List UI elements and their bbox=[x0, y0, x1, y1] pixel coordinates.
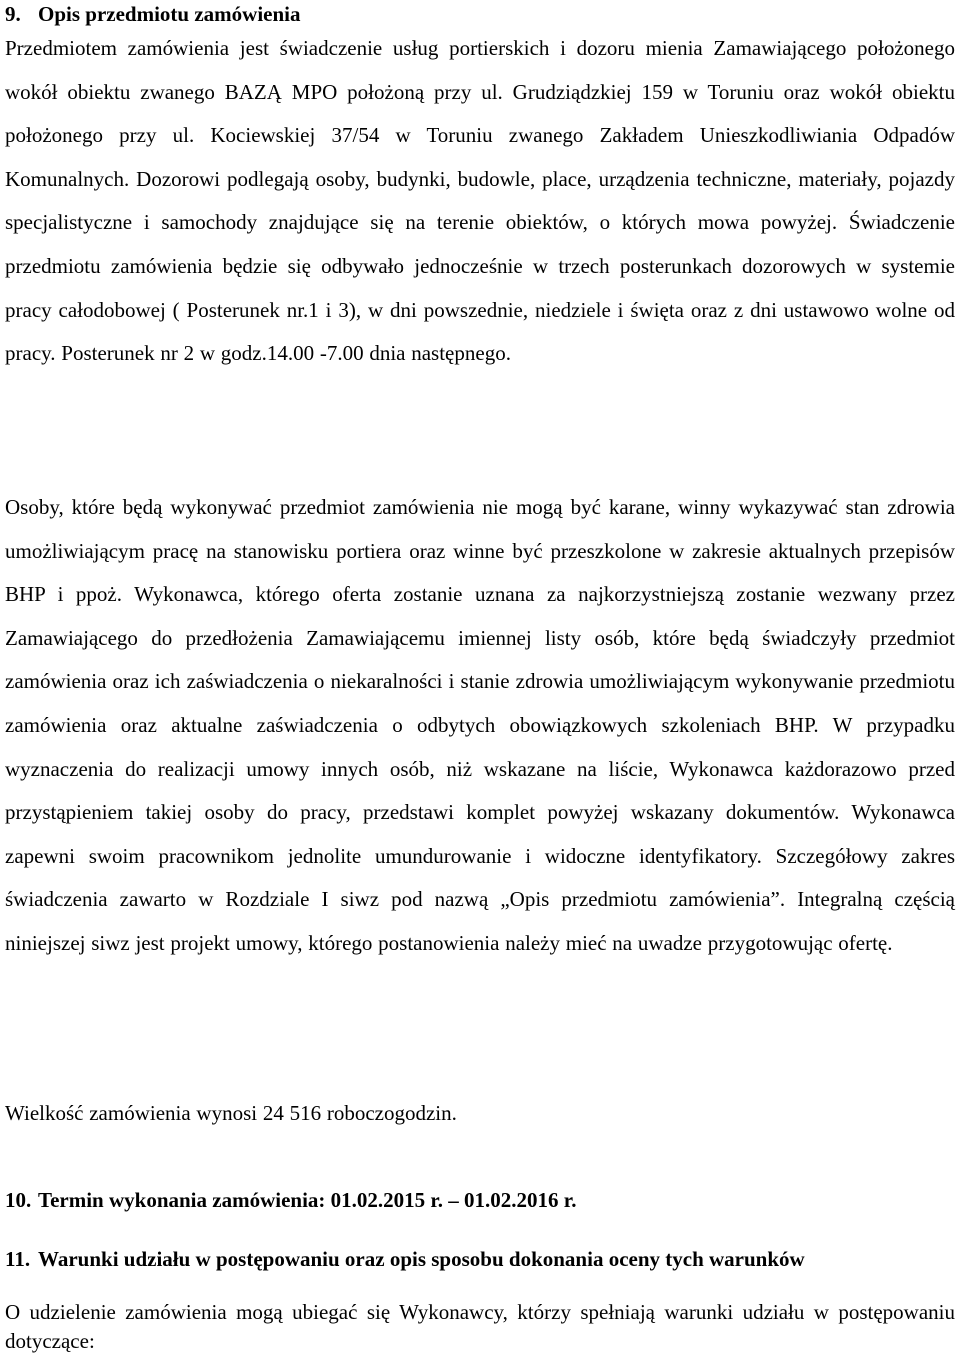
section-9-number: 9. bbox=[5, 2, 21, 26]
section-10-title: Termin wykonania zamówienia: 01.02.2015 r. – 01.02.2016 r. bbox=[38, 1188, 577, 1212]
section-11-number: 11. bbox=[5, 1247, 31, 1271]
section-10-number: 10. bbox=[5, 1188, 32, 1212]
section-11-heading bbox=[5, 1246, 955, 1272]
section-9-title: Opis przedmiotu zamówienia bbox=[38, 2, 301, 26]
section-10-heading bbox=[5, 1187, 576, 1213]
section-9-paragraph-1: Przedmiotem zamówienia jest świadczenie usług portierskich i dozoru mienia Zamawiającego położonego wokół obiektu zwanego BAZĄ MPO położoną przy ul. Grudziądzkiej 159 w Toruniu oraz wokół obiektu położonego przy ul. Kociewskiej 37/54 w Toruniu zwanego Zakładem Unieszkodliwiania Odpadów Komunalnych. Dozorowi podlegają osoby, budynki, budowle, place, urządzenia techniczne, materiały, pojazdy specjalistyczne i samochody znajdujące się na terenie obiektów, o których mowa powyżej. Świadczenie przedmiotu zamówienia będzie się odbywało jednocześnie w trzech posterunkach dozorowych w systemie pracy całodobowej ( Posterunek nr.1 i 3), w dni powszednie, niedziele i święta oraz z dni ustawowo wolne od pracy. Posterunek nr 2 w godz.14.00 -7.00 dnia następnego. bbox=[5, 36, 955, 366]
section-9-paragraph-2: Osoby, które będą wykonywać przedmiot zamówienia nie mogą być karane, winny wykazywać stan zdrowia umożliwiającym pracę na stanowisku portiera oraz winne być przeszkolone w zakresie aktualnych przepisów BHP i ppoż. Wykonawca, którego oferta zostanie uznana za najkorzystniejszą zostanie wezwany przez Zamawiającego do przedłożenia Zamawiającemu imiennej listy osób, które będą świadczyły przedmiot zamówienia oraz ich zaświadczenia o niekaralności i stanie zdrowia umożliwiającym wykonywanie przedmiotu zamówienia oraz aktualne zaświadczenia o odbytych obowiązkowych szkoleniach BHP. W przypadku wyznaczenia do realizacji umowy innych osób, niż wskazane na liście, Wykonawca każdorazowo przed przystąpieniem takiej osoby do pracy, przedstawi komplet powyżej wskazany dokumentów. Wykonawca zapewni swoim pracownikom jednolite umundurowanie i widoczne identyfikatory. Szczegółowy zakres świadczenia zawarto w Rozdziale I siwz pod nazwą „Opis przedmiotu zamówienia”. Integralną częścią niniejszej siwz jest projekt umowy, którego postanowienia należy mieć na uwadze przygotowując ofertę. bbox=[5, 495, 955, 955]
section-11-title: Warunki udziału w postępowaniu oraz opis sposobu dokonania oceny tych warunków bbox=[38, 1247, 805, 1271]
section-9-paragraph-3: Wielkość zamówienia wynosi 24 516 roboczogodzin. bbox=[5, 1101, 457, 1125]
section-9-heading bbox=[5, 1, 301, 27]
section-11-paragraph-1: O udzielenie zamówienia mogą ubiegać się Wykonawcy, którzy spełniają warunki udziału w postępowaniu dotyczące: bbox=[5, 1300, 955, 1353]
